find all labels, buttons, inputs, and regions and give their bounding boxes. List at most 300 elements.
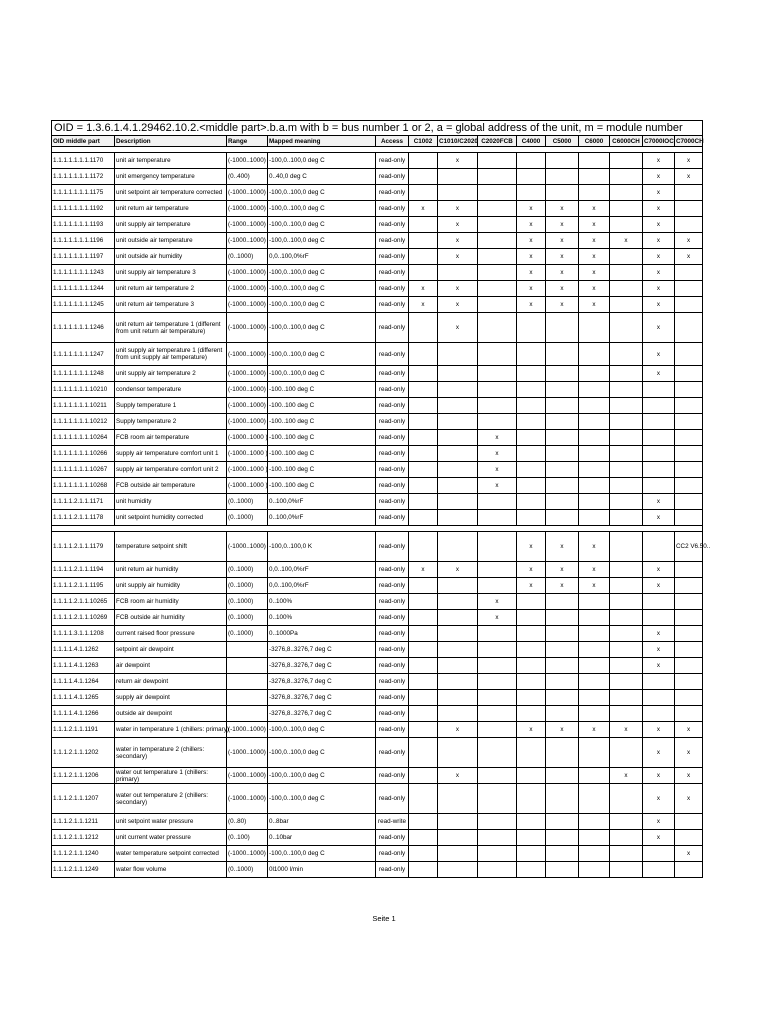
table-row: [52, 642, 703, 658]
access-cell: read-only: [376, 562, 409, 578]
device-support-cell: [610, 366, 643, 382]
device-support-cell: [438, 510, 478, 526]
device-support-cell: [675, 382, 703, 398]
device-support-cell: [675, 462, 703, 478]
table-row: [52, 249, 703, 265]
device-support-cell: [409, 430, 438, 446]
range-cell: (-1000..1000): [227, 313, 268, 343]
oid-table: [51, 120, 711, 878]
device-support-cell: [409, 738, 438, 768]
access-cell: read-only: [376, 478, 409, 494]
table-row: [52, 297, 703, 313]
description-cell: unit current water pressure: [115, 830, 227, 846]
device-support-cell: [579, 494, 610, 510]
device-support-cell: [409, 830, 438, 846]
device-support-cell: x: [643, 814, 675, 830]
description-cell: unit outside air temperature: [115, 233, 227, 249]
device-support-cell: [546, 690, 579, 706]
device-support-cell: [478, 343, 517, 366]
device-support-cell: x: [643, 658, 675, 674]
device-support-cell: [409, 578, 438, 594]
device-support-cell: [579, 642, 610, 658]
device-support-cell: x: [675, 846, 703, 862]
device-support-cell: [438, 610, 478, 626]
column-header: C1002: [409, 136, 438, 147]
device-support-cell: [438, 478, 478, 494]
table-row: [52, 233, 703, 249]
device-support-cell: x: [546, 281, 579, 297]
device-support-cell: [610, 594, 643, 610]
range-cell: (-1000..1000): [227, 281, 268, 297]
access-cell: read-only: [376, 446, 409, 462]
device-support-cell: x: [409, 297, 438, 313]
device-support-cell: [579, 153, 610, 169]
range-cell: (-1000..1000 ): [227, 478, 268, 494]
range-cell: (-1000..1000): [227, 366, 268, 382]
mapped-meaning-cell: -100,0..100,0 deg C: [268, 313, 376, 343]
table-row: [52, 690, 703, 706]
device-support-cell: [409, 343, 438, 366]
device-support-cell: [546, 784, 579, 814]
device-support-cell: x: [675, 738, 703, 768]
access-cell: read-only: [376, 281, 409, 297]
device-support-cell: x: [579, 297, 610, 313]
device-support-cell: [610, 343, 643, 366]
device-support-cell: x: [643, 265, 675, 281]
device-support-cell: x: [438, 722, 478, 738]
oid-cell: 1.1.1.1.4.1.1264: [52, 674, 115, 690]
device-support-cell: x: [517, 217, 546, 233]
device-support-cell: [546, 478, 579, 494]
device-support-cell: [409, 313, 438, 343]
access-cell: read-only: [376, 784, 409, 814]
device-support-cell: [643, 446, 675, 462]
access-cell: read-only: [376, 169, 409, 185]
device-support-cell: [438, 430, 478, 446]
device-support-cell: x: [546, 201, 579, 217]
column-header: C6000: [579, 136, 610, 147]
device-support-cell: [517, 153, 546, 169]
device-support-cell: [409, 462, 438, 478]
device-support-cell: [579, 830, 610, 846]
device-support-cell: x: [643, 626, 675, 642]
device-support-cell: [643, 414, 675, 430]
description-cell: unit setpoint humidity corrected: [115, 510, 227, 526]
mapped-meaning-cell: 0,0..100,0%rF: [268, 578, 376, 594]
device-support-cell: [409, 478, 438, 494]
access-cell: read-only: [376, 249, 409, 265]
mapped-meaning-cell: -100..100 deg C: [268, 462, 376, 478]
table-row: [52, 398, 703, 414]
table-row: [52, 382, 703, 398]
device-support-cell: x: [579, 217, 610, 233]
access-cell: read-only: [376, 414, 409, 430]
mapped-meaning-cell: -100,0..100,0 deg C: [268, 343, 376, 366]
range-cell: (0..1000): [227, 510, 268, 526]
description-cell: supply air temperature comfort unit 1: [115, 446, 227, 462]
device-support-cell: [546, 169, 579, 185]
oid-cell: 1.1.1.2.1.1.1202: [52, 738, 115, 768]
device-support-cell: x: [675, 153, 703, 169]
device-support-cell: [675, 862, 703, 878]
device-support-cell: [610, 249, 643, 265]
header-row: [52, 136, 703, 147]
device-support-cell: x: [478, 594, 517, 610]
table-row: [52, 562, 703, 578]
description-cell: condensor temperature: [115, 382, 227, 398]
mapped-meaning-cell: -100..100 deg C: [268, 414, 376, 430]
device-support-cell: [409, 446, 438, 462]
device-support-cell: [478, 562, 517, 578]
description-cell: return air dewpoint: [115, 674, 227, 690]
device-support-cell: [478, 233, 517, 249]
device-support-cell: [579, 169, 610, 185]
table-row: [52, 594, 703, 610]
device-support-cell: x: [643, 738, 675, 768]
access-cell: read-only: [376, 462, 409, 478]
oid-cell: 1.1.1.1.1.1.1.10264: [52, 430, 115, 446]
table-row: [52, 626, 703, 642]
mapped-meaning-cell: 0..100%: [268, 610, 376, 626]
range-cell: (-1000..1000): [227, 414, 268, 430]
mapped-meaning-cell: 0l1000 l/min: [268, 862, 376, 878]
device-support-cell: [478, 398, 517, 414]
device-support-cell: [643, 594, 675, 610]
access-cell: read-only: [376, 642, 409, 658]
device-support-cell: x: [643, 830, 675, 846]
device-support-cell: [409, 510, 438, 526]
device-support-cell: [579, 862, 610, 878]
device-support-cell: x: [643, 562, 675, 578]
device-support-cell: x: [579, 265, 610, 281]
oid-cell: 1.1.1.1.1.1.1.1247: [52, 343, 115, 366]
mapped-meaning-cell: -100,0..100,0 deg C: [268, 153, 376, 169]
range-cell: (0..400): [227, 169, 268, 185]
device-support-cell: [478, 722, 517, 738]
mapped-meaning-cell: 0,0..100,0%rF: [268, 562, 376, 578]
column-header: C1010/C2020: [439, 137, 478, 145]
device-support-cell: [610, 690, 643, 706]
device-support-cell: [546, 446, 579, 462]
device-support-cell: [438, 690, 478, 706]
range-cell: (-1000..1000): [227, 153, 268, 169]
table-row: [52, 494, 703, 510]
device-support-cell: [675, 626, 703, 642]
range-cell: (0..1000): [227, 610, 268, 626]
mapped-meaning-cell: -100,0..100,0 deg C: [268, 297, 376, 313]
device-support-cell: [579, 846, 610, 862]
device-support-cell: x: [579, 722, 610, 738]
range-cell: [227, 658, 268, 674]
device-support-cell: [643, 532, 675, 562]
mapped-meaning-cell: -3276,8..3276,7 deg C: [268, 706, 376, 722]
device-support-cell: x: [517, 532, 546, 562]
device-support-cell: [546, 594, 579, 610]
device-support-cell: [579, 784, 610, 814]
range-cell: (-1000..1000): [227, 297, 268, 313]
device-support-cell: [438, 343, 478, 366]
range-cell: (-1000..1000): [227, 233, 268, 249]
device-support-cell: [579, 414, 610, 430]
device-support-cell: [517, 430, 546, 446]
access-cell: read-only: [376, 658, 409, 674]
device-support-cell: [478, 265, 517, 281]
oid-cell: 1.1.1.2.1.1.1207: [52, 784, 115, 814]
device-support-cell: [438, 398, 478, 414]
device-support-cell: [517, 478, 546, 494]
range-cell: (-1000..1000 ): [227, 446, 268, 462]
description-cell: unit outside air humidity: [115, 249, 227, 265]
device-support-cell: [579, 343, 610, 366]
range-cell: (-1000..1000): [227, 784, 268, 814]
range-cell: (0..1000): [227, 562, 268, 578]
device-support-cell: x: [478, 430, 517, 446]
table-row: [52, 784, 703, 814]
column-header: Description: [115, 136, 227, 147]
device-support-cell: [610, 478, 643, 494]
device-support-cell: [517, 738, 546, 768]
oid-cell: 1.1.1.1.4.1.1265: [52, 690, 115, 706]
access-cell: read-only: [376, 690, 409, 706]
device-support-cell: [579, 626, 610, 642]
device-support-cell: [546, 414, 579, 430]
device-support-cell: [438, 594, 478, 610]
device-support-cell: x: [546, 722, 579, 738]
oid-cell: 1.1.1.1.1.1.1.10211: [52, 398, 115, 414]
device-support-cell: [610, 610, 643, 626]
device-support-cell: [610, 706, 643, 722]
device-support-cell: [478, 674, 517, 690]
mapped-meaning-cell: -100,0..100,0 deg C: [268, 722, 376, 738]
table-row: [52, 281, 703, 297]
device-support-cell: [610, 784, 643, 814]
device-support-cell: x: [610, 722, 643, 738]
device-support-cell: [478, 185, 517, 201]
device-support-cell: [438, 185, 478, 201]
mapped-meaning-cell: 0..8bar: [268, 814, 376, 830]
table-row: [52, 414, 703, 430]
column-header: Access: [376, 136, 409, 147]
device-support-cell: x: [643, 784, 675, 814]
device-support-cell: x: [643, 642, 675, 658]
device-support-cell: x: [409, 281, 438, 297]
device-support-cell: [517, 690, 546, 706]
device-support-cell: [546, 382, 579, 398]
description-cell: water flow volume: [115, 862, 227, 878]
oid-cell: 1.1.1.1.1.1.1.1175: [52, 185, 115, 201]
device-support-cell: [643, 398, 675, 414]
device-support-cell: x: [643, 343, 675, 366]
device-support-cell: x: [438, 768, 478, 784]
description-cell: unit supply air temperature: [115, 217, 227, 233]
device-support-cell: x: [409, 201, 438, 217]
device-support-cell: x: [643, 169, 675, 185]
mapped-meaning-cell: -100,0..100,0 deg C: [268, 366, 376, 382]
description-cell: unit humidity: [115, 494, 227, 510]
device-support-cell: [546, 706, 579, 722]
device-support-cell: [643, 674, 675, 690]
device-support-cell: [610, 510, 643, 526]
mapped-meaning-cell: -100..100 deg C: [268, 446, 376, 462]
oid-cell: 1.1.1.1.1.1.1.1246: [52, 313, 115, 343]
access-cell: read-only: [376, 846, 409, 862]
device-support-cell: [409, 185, 438, 201]
mapped-meaning-cell: -100,0..100,0 deg C: [268, 784, 376, 814]
device-support-cell: [675, 343, 703, 366]
device-support-cell: [409, 706, 438, 722]
oid-cell: 1.1.1.1.1.1.1.10267: [52, 462, 115, 478]
device-support-cell: x: [517, 297, 546, 313]
oid-cell: 1.1.1.1.2.1.1.10265: [52, 594, 115, 610]
table-row: [52, 343, 703, 366]
oid-cell: 1.1.1.1.1.1.1.1193: [52, 217, 115, 233]
column-header: C2020FCB: [478, 136, 517, 147]
device-support-cell: x: [643, 153, 675, 169]
access-cell: read-only: [376, 532, 409, 562]
device-support-cell: [579, 706, 610, 722]
device-support-cell: [675, 478, 703, 494]
mapped-meaning-cell: -100,0..100,0 deg C: [268, 768, 376, 784]
device-support-cell: [409, 233, 438, 249]
device-support-cell: [610, 446, 643, 462]
access-cell: read-only: [376, 313, 409, 343]
device-support-cell: x: [579, 201, 610, 217]
range-cell: (-1000..1000): [227, 201, 268, 217]
device-support-cell: x: [643, 722, 675, 738]
device-support-cell: [409, 690, 438, 706]
device-support-cell: [438, 846, 478, 862]
device-support-cell: x: [546, 532, 579, 562]
mapped-meaning-cell: -100,0..100,0 deg C: [268, 185, 376, 201]
device-support-cell: [409, 846, 438, 862]
device-support-cell: x: [675, 722, 703, 738]
description-cell: temperature setpoint shift: [115, 532, 227, 562]
device-support-cell: [610, 494, 643, 510]
device-support-cell: [409, 594, 438, 610]
device-support-cell: [546, 626, 579, 642]
device-support-cell: [610, 313, 643, 343]
device-support-cell: [409, 265, 438, 281]
mapped-meaning-cell: -3276,8..3276,7 deg C: [268, 690, 376, 706]
device-support-cell: [675, 398, 703, 414]
oid-cell: 1.1.1.1.4.1.1263: [52, 658, 115, 674]
device-support-cell: [478, 494, 517, 510]
device-support-cell: [438, 446, 478, 462]
device-support-cell: [478, 414, 517, 430]
description-cell: air dewpoint: [115, 658, 227, 674]
device-support-cell: x: [409, 562, 438, 578]
device-support-cell: x: [610, 233, 643, 249]
device-support-cell: [610, 658, 643, 674]
table-row: [52, 610, 703, 626]
device-support-cell: [675, 414, 703, 430]
device-support-cell: x: [610, 768, 643, 784]
device-support-cell: [579, 674, 610, 690]
column-header: Mapped meaning: [268, 136, 376, 147]
device-support-cell: x: [579, 249, 610, 265]
device-support-cell: [675, 510, 703, 526]
device-support-cell: [610, 265, 643, 281]
oid-cell: 1.1.1.1.2.1.1.1171: [52, 494, 115, 510]
oid-cell: 1.1.1.1.4.1.1266: [52, 706, 115, 722]
device-support-cell: x: [579, 281, 610, 297]
table-row: [52, 185, 703, 201]
table-title: OID = 1.3.6.1.4.1.29462.10.2.<middle part>.b.a.m with b = bus number 1 or 2, a = global address of the unit, m = module number: [52, 121, 703, 136]
device-support-cell: [675, 430, 703, 446]
device-support-cell: [517, 382, 546, 398]
device-support-cell: [610, 814, 643, 830]
access-cell: read-only: [376, 510, 409, 526]
device-support-cell: [438, 784, 478, 814]
device-support-cell: [579, 610, 610, 626]
device-support-cell: [517, 594, 546, 610]
device-support-cell: [409, 722, 438, 738]
description-cell: supply air temperature comfort unit 2: [115, 462, 227, 478]
device-support-cell: [610, 642, 643, 658]
oid-cell: 1.1.1.1.1.1.1.10210: [52, 382, 115, 398]
device-support-cell: [517, 674, 546, 690]
device-support-cell: x: [546, 233, 579, 249]
access-cell: read-only: [376, 768, 409, 784]
device-support-cell: [610, 738, 643, 768]
device-support-cell: [517, 366, 546, 382]
device-support-cell: [675, 674, 703, 690]
range-cell: [227, 642, 268, 658]
device-support-cell: [409, 674, 438, 690]
column-header: C6000CH: [610, 136, 643, 147]
device-support-cell: [579, 768, 610, 784]
device-support-cell: [517, 830, 546, 846]
device-support-cell: x: [675, 169, 703, 185]
device-support-cell: [438, 494, 478, 510]
oid-cell: 1.1.1.2.1.1.1206: [52, 768, 115, 784]
device-support-cell: x: [478, 610, 517, 626]
device-support-cell: [517, 626, 546, 642]
device-support-cell: [610, 414, 643, 430]
oid-cell: 1.1.1.2.1.1.1191: [52, 722, 115, 738]
access-cell: read-only: [376, 594, 409, 610]
oid-cell: 1.1.1.1.3.1.1.1208: [52, 626, 115, 642]
device-support-cell: [478, 690, 517, 706]
device-support-cell: x: [546, 265, 579, 281]
description-cell: water out temperature 1 (chillers: primary): [115, 768, 227, 784]
mapped-meaning-cell: 0..10bar: [268, 830, 376, 846]
mapped-meaning-cell: -3276,8..3276,7 deg C: [268, 674, 376, 690]
range-cell: (0..1000): [227, 249, 268, 265]
device-support-cell: [675, 594, 703, 610]
device-support-cell: [610, 217, 643, 233]
table-row: [52, 217, 703, 233]
device-support-cell: [438, 169, 478, 185]
access-cell: read-only: [376, 185, 409, 201]
device-support-cell: x: [438, 153, 478, 169]
oid-cell: 1.1.1.1.1.1.1.1248: [52, 366, 115, 382]
device-support-cell: [610, 382, 643, 398]
description-cell: FCB outside air humidity: [115, 610, 227, 626]
device-support-cell: [610, 281, 643, 297]
table-row: [52, 478, 703, 494]
access-cell: read-only: [376, 398, 409, 414]
description-cell: water out temperature 2 (chillers: secondary): [115, 784, 227, 814]
description-cell: FCB room air humidity: [115, 594, 227, 610]
device-support-cell: [579, 462, 610, 478]
description-cell: water in temperature 2 (chillers: secondary): [115, 738, 227, 768]
device-support-cell: [610, 562, 643, 578]
device-support-cell: [409, 169, 438, 185]
device-support-cell: [546, 398, 579, 414]
column-header: C5000: [546, 136, 579, 147]
device-support-cell: x: [546, 217, 579, 233]
